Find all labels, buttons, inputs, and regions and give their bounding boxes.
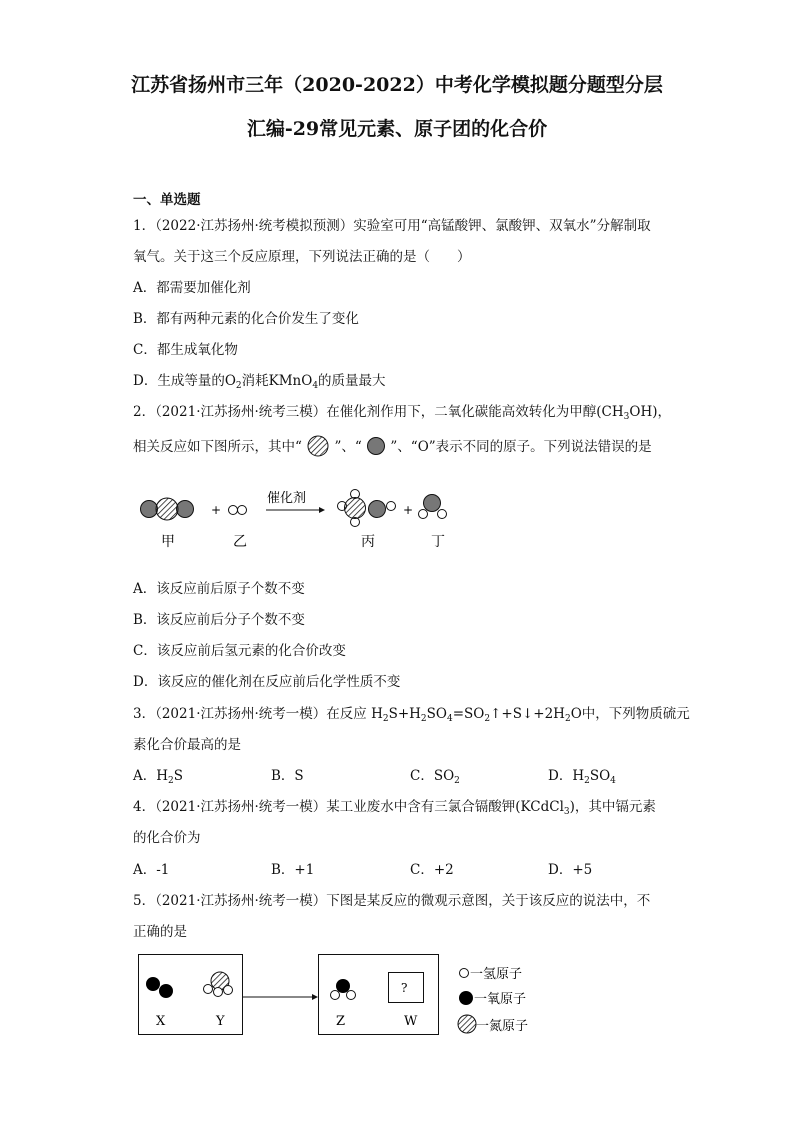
legend-hydrogen-label: 一氢原子 (470, 967, 523, 982)
q2-stem-text: OH)， (629, 404, 671, 420)
q1-d-text: 消耗KMnO (241, 373, 313, 389)
label-jia: 甲 (161, 534, 175, 550)
label-x: X (156, 1014, 166, 1029)
q1-option-b[interactable]: B．都有两种元素的化合价发生了变化 (133, 311, 359, 327)
q3-stem-text: O中，下列物质硫元 (570, 706, 690, 722)
q1-d-sub: 4 (312, 381, 319, 391)
q4-option-c[interactable]: C．+2 (410, 862, 454, 878)
q1-d-sub: 2 (235, 381, 242, 391)
q3-stem-text: SO (426, 706, 447, 722)
q2-stem-text: 2．（2021·江苏扬州·统考三模）在催化剂作用下，二氧化碳能高效转化为甲醇(CH (133, 404, 624, 420)
q2-stem-line-1 (133, 400, 671, 420)
q3-stem-text: ↑+S↓+2H (490, 706, 565, 722)
q3-a-text: S (173, 768, 184, 784)
q3-stem-line-1 (133, 702, 690, 722)
q1-d-text: 的质量最大 (318, 373, 386, 389)
q3-d-text: D．H (548, 768, 585, 784)
q5-stem-line-2: 正确的是 (133, 924, 187, 940)
label-bing: 丙 (361, 534, 375, 550)
section-heading: 一、单选题 (133, 192, 201, 208)
q4-stem-sub: 3 (563, 807, 570, 817)
q1-stem-line-2: 氧气。关于这三个反应原理，下列说法正确的是（ ） (133, 249, 471, 265)
q3-option-c[interactable] (410, 764, 460, 784)
legend-nitrogen-label: 一氮原子 (476, 1019, 529, 1034)
label-w: W (404, 1014, 418, 1029)
q3-option-a[interactable] (133, 764, 183, 784)
q1-option-c[interactable]: C．都生成氧化物 (133, 342, 238, 358)
title-line-1: 江苏省扬州市三年（2020-2022）中考化学模拟题分题型分层 (131, 74, 663, 96)
q4-stem-text: 4．（2021·江苏扬州·统考一模）某工业废水中含有三氯合镉酸钾(KCdCl (133, 799, 564, 815)
molecule-x (146, 977, 173, 998)
q3-sub: 2 (420, 714, 427, 724)
label-yi: 乙 (233, 534, 247, 550)
q4-stem-text: )，其中镉元素 (569, 799, 656, 815)
q3-c-text: C．SO (410, 768, 455, 784)
label-y: Y (216, 1014, 225, 1029)
legend-oxygen (459, 991, 526, 1007)
q3-option-b[interactable]: B．S (271, 768, 304, 784)
q3-a-text: A．H (133, 768, 169, 784)
q3-d-text: SO (589, 768, 611, 784)
plus-sign: + (211, 503, 222, 517)
q3-c-sub: 2 (454, 776, 460, 786)
q2-stem-line-2 (133, 435, 652, 457)
legend-oxygen-label: 一氧原子 (474, 992, 527, 1007)
plus-sign: + (403, 503, 414, 517)
q3-d-sub: 2 (584, 776, 590, 786)
q4-option-d[interactable]: D．+5 (548, 862, 593, 878)
unknown-mark: ? (401, 981, 408, 995)
molecule-ding (419, 495, 447, 519)
q2-option-a[interactable]: A．该反应前后原子个数不变 (133, 581, 305, 597)
q3-stem-line-2: 素化合价最高的是 (133, 737, 241, 753)
q3-stem-text: S+H (388, 706, 421, 722)
q4-stem-line-2: 的化合价为 (133, 830, 201, 846)
hatched-atom-icon (306, 435, 330, 457)
label-ding: 丁 (431, 534, 445, 550)
q4-option-a[interactable]: A．-1 (133, 862, 170, 878)
reaction-diagram-q5 (138, 954, 548, 1044)
q2-stem-text: ”、“O”表示不同的原子。下列说法错误的是 (390, 439, 652, 455)
molecule-z (331, 979, 356, 1000)
q2-stem-sub: 3 (623, 412, 630, 422)
q3-stem-text: 3．（2021·江苏扬州·统考一模）在反应 H (133, 706, 383, 722)
q5-stem-line-1: 5．（2021·江苏扬州·统考一模）下图是某反应的微观示意图，关于该反应的说法中，不 (133, 893, 651, 909)
q3-sub: 2 (382, 714, 389, 724)
catalyst-label: 催化剂 (267, 491, 307, 506)
q2-stem-text: ”、“ (334, 439, 362, 455)
q2-option-b[interactable]: B．该反应前后分子个数不变 (133, 612, 305, 628)
reaction-diagram-q2 (133, 482, 473, 552)
q3-sub: 2 (484, 714, 491, 724)
reaction-arrow (242, 994, 318, 1000)
q3-option-d[interactable] (548, 764, 616, 784)
q1-d-text: D．生成等量的O (133, 373, 236, 389)
q3-sub: 2 (564, 714, 571, 724)
q3-sub: 4 (446, 714, 453, 724)
q3-a-sub: 2 (168, 776, 174, 786)
q4-option-b[interactable]: B．+1 (271, 862, 315, 878)
q2-stem-text: 相关反应如下图所示，其中“ (133, 439, 302, 455)
label-z: Z (336, 1014, 346, 1029)
molecule-jia (141, 498, 194, 520)
q1-stem-line-1: 1．（2022·江苏扬州·统考模拟预测）实验室可用“高锰酸钾、氯酸钾、双氧水”分解制取 (133, 218, 651, 234)
q4-stem-line-1 (133, 795, 656, 815)
molecule-yi (229, 506, 247, 515)
legend-nitrogen (458, 1015, 528, 1034)
molecule-y (204, 972, 233, 997)
q1-option-a[interactable]: A．都需要加催化剂 (133, 280, 251, 296)
q3-stem-text: =SO (452, 706, 485, 722)
q2-option-c[interactable]: C．该反应前后氢元素的化合价改变 (133, 643, 346, 659)
reaction-arrow (266, 507, 325, 513)
legend-hydrogen (460, 967, 523, 982)
title-line-2: 汇编-29常见元素、原子团的化合价 (246, 118, 548, 140)
q1-option-d[interactable] (133, 369, 386, 389)
q2-option-d[interactable]: D．该反应的催化剂在反应前后化学性质不变 (133, 674, 401, 690)
gray-atom-icon (366, 436, 386, 456)
molecule-bing (338, 490, 396, 527)
q3-d-sub: 4 (610, 776, 616, 786)
